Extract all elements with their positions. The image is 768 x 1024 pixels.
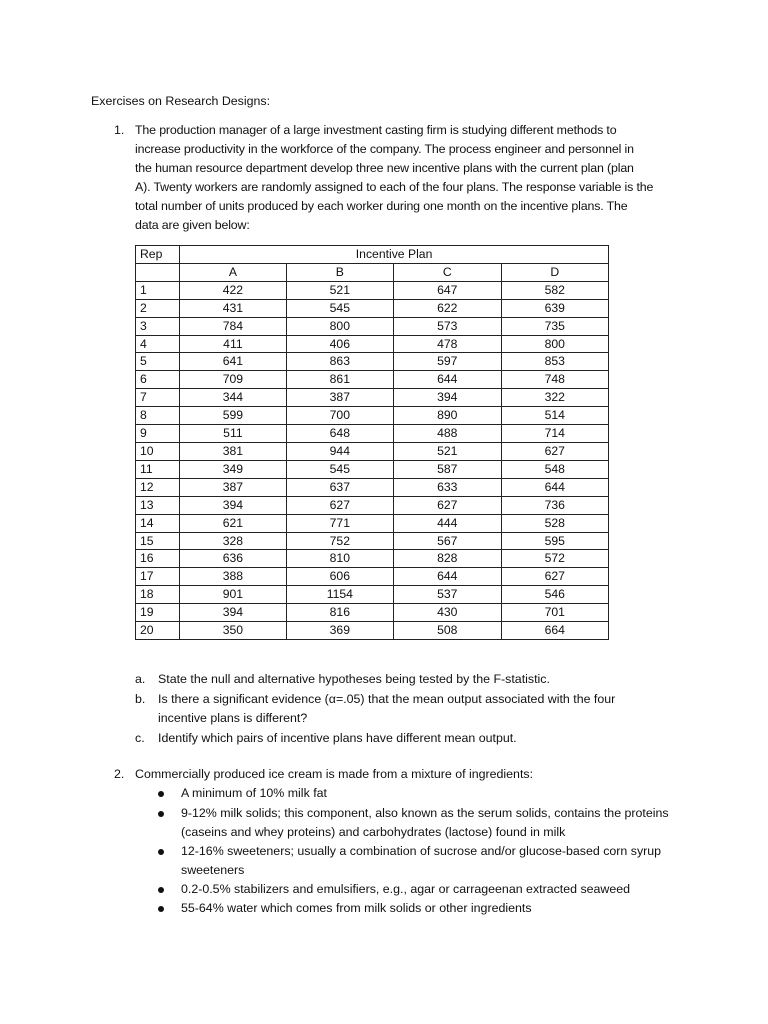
value-cell: 387 — [286, 389, 393, 407]
table-row — [136, 460, 609, 478]
table-row — [136, 317, 609, 335]
rep-cell: 3 — [136, 317, 180, 335]
bullet-dot-icon — [158, 906, 164, 912]
table-row — [136, 604, 609, 622]
value-cell: 828 — [394, 550, 501, 568]
value-cell: 572 — [501, 550, 608, 568]
column-header-d: D — [501, 263, 608, 281]
subquestion-text: incentive plans is different? — [158, 711, 308, 725]
subquestion-text: Is there a significant evidence (α=.05) that the mean output associated with the four — [158, 692, 616, 706]
value-cell: 478 — [394, 335, 501, 353]
value-cell: 344 — [180, 389, 286, 407]
subquestion-text: Identify which pairs of incentive plans have different mean output. — [158, 731, 517, 745]
bullet-text: sweeteners — [181, 863, 245, 877]
value-cell: 422 — [180, 281, 286, 299]
value-cell: 511 — [180, 425, 286, 443]
table-row — [136, 550, 609, 568]
value-cell: 748 — [501, 371, 608, 389]
value-cell: 545 — [286, 299, 393, 317]
bullet-text: (caseins and whey proteins) and carbohydrates (lactose) found in milk — [181, 825, 566, 839]
value-cell: 647 — [394, 281, 501, 299]
value-cell: 853 — [501, 353, 608, 371]
value-cell: 800 — [286, 317, 393, 335]
table-row — [136, 478, 609, 496]
bullet-text: A minimum of 10% milk fat — [181, 786, 327, 800]
table-row — [136, 407, 609, 425]
value-cell: 701 — [501, 604, 608, 622]
rep-cell: 15 — [136, 532, 180, 550]
value-cell: 548 — [501, 460, 608, 478]
value-cell: 521 — [286, 281, 393, 299]
rep-cell: 1 — [136, 281, 180, 299]
value-cell: 387 — [180, 478, 286, 496]
value-cell: 394 — [180, 496, 286, 514]
rep-cell: 11 — [136, 460, 180, 478]
value-cell: 901 — [180, 586, 286, 604]
value-cell: 388 — [180, 568, 286, 586]
value-cell: 863 — [286, 353, 393, 371]
value-cell: 430 — [394, 604, 501, 622]
value-cell: 1154 — [286, 586, 393, 604]
column-header-a: A — [180, 263, 286, 281]
value-cell: 369 — [286, 622, 393, 640]
value-cell: 890 — [394, 407, 501, 425]
value-cell: 328 — [180, 532, 286, 550]
value-cell: 627 — [394, 496, 501, 514]
rep-cell: 19 — [136, 604, 180, 622]
rep-cell: 5 — [136, 353, 180, 371]
rep-cell: 2 — [136, 299, 180, 317]
table-row — [136, 442, 609, 460]
question-2-intro: Commercially produced ice cream is made from a mixture of ingredients: — [135, 767, 534, 781]
incentive-plan-header: Incentive Plan — [180, 246, 609, 264]
value-cell: 349 — [180, 460, 286, 478]
value-cell: 784 — [180, 317, 286, 335]
question-1-line: increase productivity in the workforce of the company. The process engineer and personnel in — [135, 142, 634, 156]
table-row — [136, 532, 609, 550]
value-cell: 810 — [286, 550, 393, 568]
value-cell: 622 — [394, 299, 501, 317]
value-cell: 621 — [180, 514, 286, 532]
value-cell: 573 — [394, 317, 501, 335]
value-cell: 394 — [394, 389, 501, 407]
subquestion-text: State the null and alternative hypotheses being tested by the F-statistic. — [158, 672, 550, 686]
question-1-line: the human resource department develop three new incentive plans with the current plan (plan — [135, 161, 634, 175]
table-row — [136, 281, 609, 299]
table-row — [136, 586, 609, 604]
question-1-number: 1. — [114, 123, 125, 137]
subquestion-label: a. — [135, 672, 146, 686]
value-cell: 700 — [286, 407, 393, 425]
rep-cell: 17 — [136, 568, 180, 586]
bullet-text: 9-12% milk solids; this component, also known as the serum solids, contains the proteins — [181, 806, 669, 820]
subquestion-label: b. — [135, 692, 146, 706]
value-cell: 582 — [501, 281, 608, 299]
value-cell: 488 — [394, 425, 501, 443]
value-cell: 627 — [501, 568, 608, 586]
rep-cell: 13 — [136, 496, 180, 514]
value-cell: 394 — [180, 604, 286, 622]
value-cell: 641 — [180, 353, 286, 371]
value-cell: 944 — [286, 442, 393, 460]
rep-cell: 6 — [136, 371, 180, 389]
table-row — [136, 425, 609, 443]
bullet-text: 55-64% water which comes from milk solids or other ingredients — [181, 901, 532, 915]
value-cell: 633 — [394, 478, 501, 496]
table-row — [136, 568, 609, 586]
rep-blank-cell — [136, 263, 180, 281]
table-row — [136, 496, 609, 514]
value-cell: 322 — [501, 389, 608, 407]
value-cell: 528 — [501, 514, 608, 532]
value-cell: 800 — [501, 335, 608, 353]
value-cell: 406 — [286, 335, 393, 353]
value-cell: 537 — [394, 586, 501, 604]
rep-cell: 7 — [136, 389, 180, 407]
value-cell: 546 — [501, 586, 608, 604]
value-cell: 639 — [501, 299, 608, 317]
value-cell: 508 — [394, 622, 501, 640]
value-cell: 648 — [286, 425, 393, 443]
value-cell: 752 — [286, 532, 393, 550]
question-1-line: A). Twenty workers are randomly assigned to each of the four plans. The response variable is the — [135, 180, 654, 194]
value-cell: 606 — [286, 568, 393, 586]
value-cell: 411 — [180, 335, 286, 353]
bullet-dot-icon — [158, 811, 164, 817]
value-cell: 381 — [180, 442, 286, 460]
value-cell: 597 — [394, 353, 501, 371]
value-cell: 350 — [180, 622, 286, 640]
value-cell: 736 — [501, 496, 608, 514]
value-cell: 444 — [394, 514, 501, 532]
value-cell: 735 — [501, 317, 608, 335]
value-cell: 709 — [180, 371, 286, 389]
rep-cell: 10 — [136, 442, 180, 460]
value-cell: 595 — [501, 532, 608, 550]
table-row — [136, 622, 609, 640]
value-cell: 521 — [394, 442, 501, 460]
table-row — [136, 335, 609, 353]
rep-cell: 12 — [136, 478, 180, 496]
bullet-text: 0.2-0.5% stabilizers and emulsifiers, e.g., agar or carrageenan extracted seaweed — [181, 882, 631, 896]
table-row — [136, 371, 609, 389]
subquestion-label: c. — [135, 731, 145, 745]
incentive-plan-table — [135, 245, 609, 640]
rep-cell: 8 — [136, 407, 180, 425]
rep-cell: 16 — [136, 550, 180, 568]
value-cell: 644 — [501, 478, 608, 496]
bullet-dot-icon — [158, 887, 164, 893]
rep-cell: 4 — [136, 335, 180, 353]
table-row — [136, 353, 609, 371]
question-2-number: 2. — [114, 767, 125, 781]
question-1-text — [135, 121, 680, 235]
bullet-text: 12-16% sweeteners; usually a combination of sucrose and/or glucose-based corn syrup — [181, 844, 662, 858]
value-cell: 599 — [180, 407, 286, 425]
column-header-c: C — [394, 263, 501, 281]
value-cell: 714 — [501, 425, 608, 443]
table-header-row — [136, 246, 609, 264]
rep-header: Rep — [136, 246, 180, 264]
rep-cell: 14 — [136, 514, 180, 532]
table-row — [136, 299, 609, 317]
question-1-line: total number of units produced by each worker during one month on the incentive plans. The — [135, 199, 628, 213]
value-cell: 545 — [286, 460, 393, 478]
value-cell: 567 — [394, 532, 501, 550]
value-cell: 431 — [180, 299, 286, 317]
question-1-line: data are given below: — [135, 218, 250, 232]
value-cell: 861 — [286, 371, 393, 389]
page-heading: Exercises on Research Designs: — [91, 94, 271, 108]
table-row — [136, 514, 609, 532]
value-cell: 627 — [286, 496, 393, 514]
table-row — [136, 389, 609, 407]
rep-cell: 18 — [136, 586, 180, 604]
value-cell: 637 — [286, 478, 393, 496]
value-cell: 644 — [394, 568, 501, 586]
bullet-dot-icon — [158, 791, 164, 797]
table-column-row — [136, 263, 609, 281]
value-cell: 587 — [394, 460, 501, 478]
column-header-b: B — [286, 263, 393, 281]
bullet-dot-icon — [158, 849, 164, 855]
value-cell: 771 — [286, 514, 393, 532]
value-cell: 664 — [501, 622, 608, 640]
question-1-line: The production manager of a large investment casting firm is studying different methods to — [135, 123, 617, 137]
value-cell: 627 — [501, 442, 608, 460]
value-cell: 636 — [180, 550, 286, 568]
value-cell: 644 — [394, 371, 501, 389]
rep-cell: 9 — [136, 425, 180, 443]
value-cell: 514 — [501, 407, 608, 425]
value-cell: 816 — [286, 604, 393, 622]
rep-cell: 20 — [136, 622, 180, 640]
